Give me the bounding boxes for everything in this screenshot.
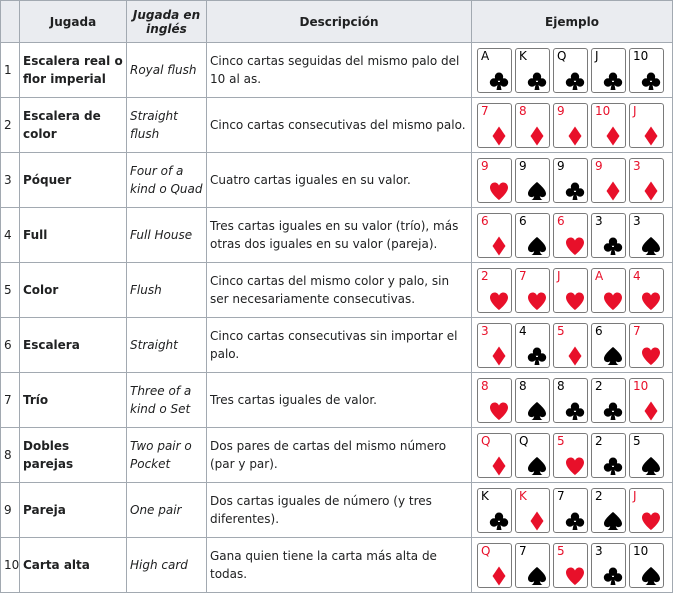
hand-english-name: Full House [127, 208, 207, 263]
hand-name: Póquer [20, 153, 127, 208]
example-cards [472, 318, 673, 373]
diamond-icon [489, 236, 509, 256]
hand-english-name: Two pair o Pocket [127, 428, 207, 483]
card-rank: Q [481, 543, 491, 558]
playing-card [591, 48, 626, 93]
card-rank: J [633, 103, 637, 118]
playing-card [591, 323, 626, 368]
heart-icon [489, 401, 509, 421]
diamond-icon [527, 511, 547, 531]
spade-icon [527, 456, 547, 476]
example-cards [472, 428, 673, 483]
club-icon [565, 511, 585, 531]
hand-description: Tres cartas iguales de valor. [207, 373, 472, 428]
header-number [1, 1, 20, 43]
playing-card [591, 433, 626, 478]
header-row [1, 1, 673, 43]
card-rank: 9 [557, 103, 565, 118]
hand-description: Cinco cartas del mismo color y palo, sin ser necesariamente consecutivas. [207, 263, 472, 318]
hand-english-name: Three of a kind o Set [127, 373, 207, 428]
playing-card [477, 378, 512, 423]
example-cards [472, 483, 673, 538]
table-row [1, 43, 673, 98]
hand-english-name: Straight [127, 318, 207, 373]
card-rank: K [481, 488, 489, 503]
hand-english-name: Royal flush [127, 43, 207, 98]
playing-card [515, 323, 550, 368]
playing-card [553, 378, 588, 423]
playing-card [515, 488, 550, 533]
table-row [1, 373, 673, 428]
diamond-icon [565, 126, 585, 146]
club-icon [641, 71, 661, 91]
hand-description: Tres cartas iguales en su valor (trío), más otras dos iguales en su valor (pareja). [207, 208, 472, 263]
heart-icon [565, 456, 585, 476]
card-rank: 7 [481, 103, 489, 118]
heart-icon [641, 346, 661, 366]
heart-icon [603, 291, 623, 311]
table-row [1, 428, 673, 483]
card-rank: 2 [595, 488, 603, 503]
hand-name: Dobles parejas [20, 428, 127, 483]
diamond-icon [603, 181, 623, 201]
heart-icon [641, 291, 661, 311]
club-icon [565, 401, 585, 421]
hand-description: Dos pares de cartas del mismo número (par y par). [207, 428, 472, 483]
playing-card [515, 103, 550, 148]
diamond-icon [489, 566, 509, 586]
header-ingles: Jugada en inglés [127, 1, 207, 43]
card-rank: 9 [481, 158, 489, 173]
club-icon [489, 71, 509, 91]
card-rank: A [481, 48, 490, 63]
diamond-icon [527, 126, 547, 146]
card-rank: 9 [595, 158, 603, 173]
club-icon [603, 401, 623, 421]
playing-card [629, 323, 664, 368]
card-rank: 7 [633, 323, 641, 338]
hand-description: Gana quien tiene la carta más alta de todas. [207, 538, 472, 593]
card-rank: 3 [595, 543, 603, 558]
diamond-icon [489, 456, 509, 476]
diamond-icon [641, 401, 661, 421]
card-rank: 5 [557, 323, 565, 338]
card-rank: 3 [633, 158, 641, 173]
card-rank: 6 [519, 213, 527, 228]
diamond-icon [489, 346, 509, 366]
card-rank: 7 [557, 488, 565, 503]
card-rank: J [595, 48, 599, 63]
table-row [1, 208, 673, 263]
card-rank: 6 [481, 213, 489, 228]
example-cards [472, 98, 673, 153]
playing-card [591, 103, 626, 148]
hand-description: Cinco cartas consecutivas del mismo palo. [207, 98, 472, 153]
table-body [1, 43, 673, 593]
playing-card [477, 543, 512, 588]
playing-card [629, 378, 664, 423]
card-rank: 7 [519, 268, 527, 283]
hand-name: Color [20, 263, 127, 318]
playing-card [477, 433, 512, 478]
card-rank: 3 [633, 213, 641, 228]
card-rank: 10 [633, 543, 649, 558]
row-number: 2 [1, 98, 20, 153]
row-number: 7 [1, 373, 20, 428]
playing-card [477, 488, 512, 533]
card-rank: J [557, 268, 561, 283]
club-icon [489, 511, 509, 531]
spade-icon [603, 346, 623, 366]
heart-icon [565, 236, 585, 256]
heart-icon [489, 291, 509, 311]
playing-card [515, 158, 550, 203]
card-rank: Q [481, 433, 491, 448]
hand-name: Full [20, 208, 127, 263]
diamond-icon [565, 346, 585, 366]
playing-card [515, 268, 550, 313]
diamond-icon [603, 126, 623, 146]
card-rank: 4 [519, 323, 527, 338]
card-rank: J [633, 488, 637, 503]
playing-card [591, 158, 626, 203]
playing-card [629, 158, 664, 203]
playing-card [553, 103, 588, 148]
spade-icon [527, 566, 547, 586]
club-icon [603, 71, 623, 91]
row-number: 6 [1, 318, 20, 373]
row-number: 1 [1, 43, 20, 98]
card-rank: Q [557, 48, 567, 63]
header-jugada: Jugada [20, 1, 127, 43]
card-rank: 3 [481, 323, 489, 338]
playing-card [553, 488, 588, 533]
example-cards [472, 373, 673, 428]
row-number: 5 [1, 263, 20, 318]
club-icon [603, 566, 623, 586]
card-rank: 6 [595, 323, 603, 338]
card-rank: 3 [595, 213, 603, 228]
card-rank: 2 [595, 378, 603, 393]
header-descripcion: Descripción [207, 1, 472, 43]
heart-icon [641, 511, 661, 531]
playing-card [629, 488, 664, 533]
hand-description: Cuatro cartas iguales en su valor. [207, 153, 472, 208]
playing-card [591, 488, 626, 533]
spade-icon [527, 181, 547, 201]
example-cards [472, 43, 673, 98]
card-rank: 10 [595, 103, 611, 118]
card-rank: Q [519, 433, 529, 448]
playing-card [515, 48, 550, 93]
diamond-icon [641, 126, 661, 146]
row-number: 4 [1, 208, 20, 263]
hand-description: Cinco cartas consecutivas sin importar el palo. [207, 318, 472, 373]
playing-card [477, 323, 512, 368]
card-rank: 8 [557, 378, 565, 393]
card-rank: 5 [633, 433, 641, 448]
playing-card [553, 433, 588, 478]
playing-card [515, 433, 550, 478]
playing-card [553, 48, 588, 93]
playing-card [553, 323, 588, 368]
playing-card [515, 213, 550, 258]
row-number: 8 [1, 428, 20, 483]
card-rank: 10 [633, 378, 649, 393]
playing-card [553, 213, 588, 258]
club-icon [603, 456, 623, 476]
heart-icon [565, 291, 585, 311]
playing-card [629, 268, 664, 313]
hand-english-name: One pair [127, 483, 207, 538]
playing-card [629, 433, 664, 478]
card-rank: 4 [633, 268, 641, 283]
hand-name: Trío [20, 373, 127, 428]
table-row [1, 153, 673, 208]
playing-card [477, 48, 512, 93]
card-rank: 6 [557, 213, 565, 228]
card-rank: 8 [481, 378, 489, 393]
card-rank: 10 [633, 48, 649, 63]
row-number: 3 [1, 153, 20, 208]
card-rank: 9 [519, 158, 527, 173]
spade-icon [527, 236, 547, 256]
hand-name: Pareja [20, 483, 127, 538]
spade-icon [641, 456, 661, 476]
example-cards [472, 208, 673, 263]
table-row [1, 483, 673, 538]
card-rank: 8 [519, 103, 527, 118]
diamond-icon [489, 126, 509, 146]
heart-icon [527, 291, 547, 311]
heart-icon [489, 181, 509, 201]
hand-name: Escalera real o flor imperial [20, 43, 127, 98]
hand-english-name: High card [127, 538, 207, 593]
spade-icon [641, 566, 661, 586]
playing-card [477, 158, 512, 203]
header-ejemplo: Ejemplo [472, 1, 673, 43]
club-icon [527, 346, 547, 366]
card-rank: 8 [519, 378, 527, 393]
playing-card [553, 158, 588, 203]
table-row [1, 538, 673, 593]
card-rank: 2 [481, 268, 489, 283]
playing-card [629, 213, 664, 258]
playing-card [477, 103, 512, 148]
hand-english-name: Four of a kind o Quad [127, 153, 207, 208]
club-icon [565, 181, 585, 201]
playing-card [553, 268, 588, 313]
spade-icon [527, 401, 547, 421]
table-row [1, 263, 673, 318]
playing-card [553, 543, 588, 588]
diamond-icon [641, 181, 661, 201]
card-rank: 9 [557, 158, 565, 173]
card-rank: K [519, 488, 527, 503]
card-rank: K [519, 48, 527, 63]
card-rank: A [595, 268, 604, 283]
card-rank: 2 [595, 433, 603, 448]
club-icon [565, 71, 585, 91]
spade-icon [641, 236, 661, 256]
hand-name: Escalera [20, 318, 127, 373]
table-row [1, 318, 673, 373]
card-rank: 5 [557, 543, 565, 558]
example-cards [472, 263, 673, 318]
club-icon [527, 71, 547, 91]
card-rank: 5 [557, 433, 565, 448]
hand-description: Dos cartas iguales de número (y tres diferentes). [207, 483, 472, 538]
row-number: 10 [1, 538, 20, 593]
playing-card [629, 543, 664, 588]
table-row [1, 98, 673, 153]
playing-card [591, 268, 626, 313]
hand-english-name: Straight flush [127, 98, 207, 153]
hand-name: Carta alta [20, 538, 127, 593]
hand-description: Cinco cartas seguidas del mismo palo del 10 al as. [207, 43, 472, 98]
club-icon [603, 236, 623, 256]
playing-card [591, 378, 626, 423]
playing-card [629, 48, 664, 93]
example-cards [472, 153, 673, 208]
playing-card [629, 103, 664, 148]
playing-card [591, 543, 626, 588]
card-rank: 7 [519, 543, 527, 558]
example-cards [472, 538, 673, 593]
playing-card [477, 268, 512, 313]
hand-english-name: Flush [127, 263, 207, 318]
playing-card [591, 213, 626, 258]
heart-icon [565, 566, 585, 586]
spade-icon [603, 511, 623, 531]
row-number: 9 [1, 483, 20, 538]
hand-name: Escalera de color [20, 98, 127, 153]
playing-card [515, 543, 550, 588]
playing-card [477, 213, 512, 258]
playing-card [515, 378, 550, 423]
